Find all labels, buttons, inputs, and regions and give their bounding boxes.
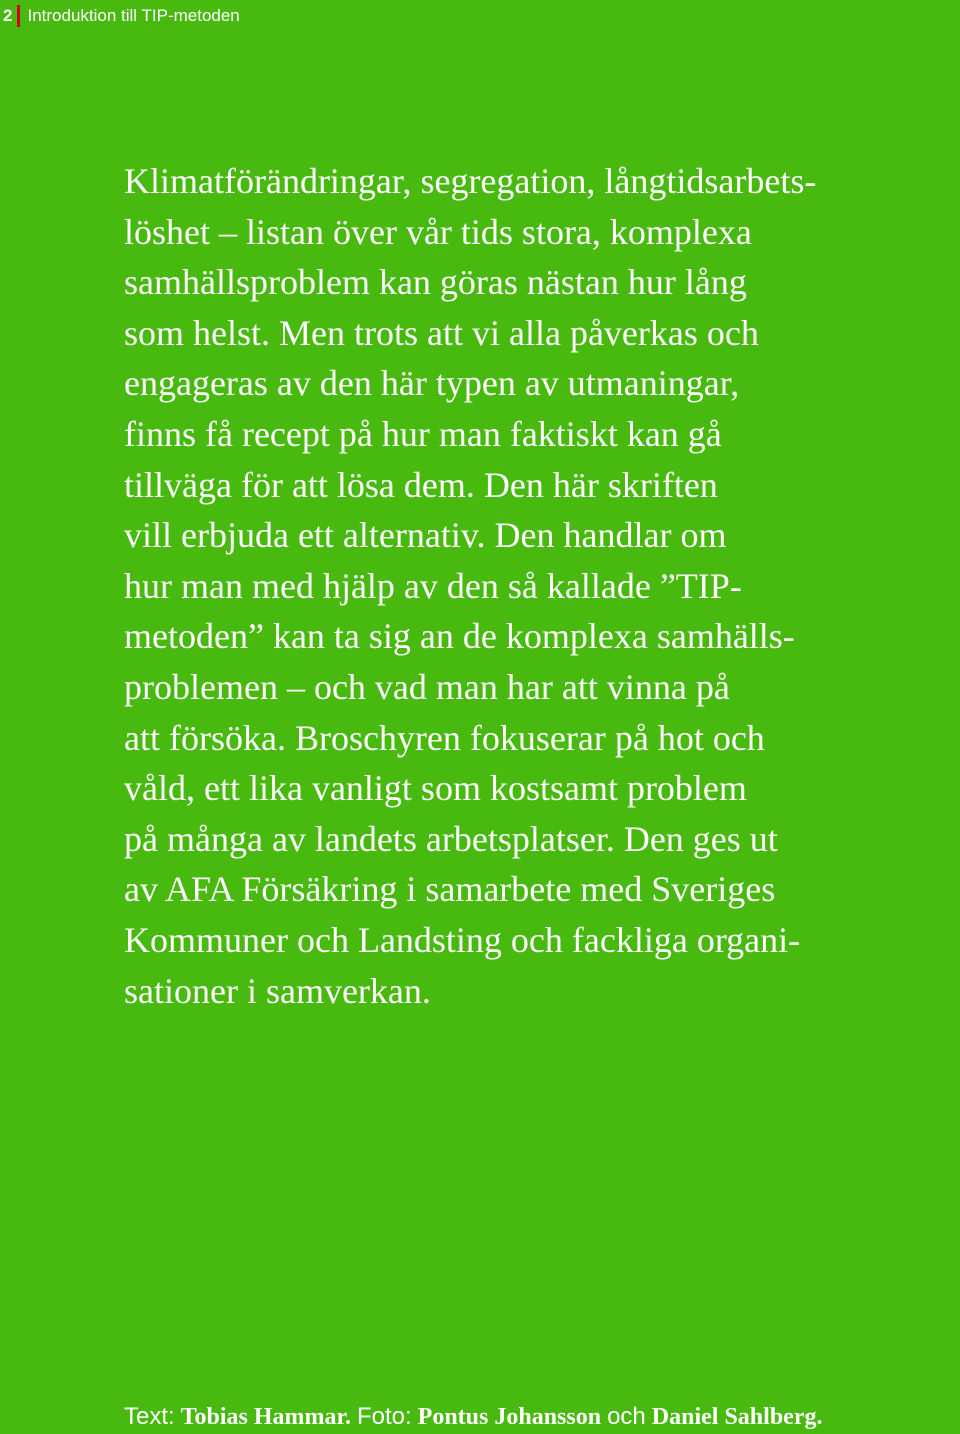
photo-label: Foto: bbox=[356, 1403, 412, 1430]
page-header bbox=[3, 4, 240, 28]
intro-line: Klimatförändringar, segregation, långtidsarbets- bbox=[124, 161, 817, 201]
intro-line: vill erbjuda ett alternativ. Den handlar om bbox=[124, 515, 727, 556]
header-divider bbox=[17, 5, 20, 27]
text-label: Text: bbox=[124, 1403, 175, 1430]
page-number: 2 bbox=[3, 6, 13, 25]
credits-conjunction: och bbox=[607, 1403, 646, 1430]
text-author: Tobias Hammar. bbox=[180, 1404, 351, 1430]
intro-line: finns få recept på hur man faktiskt kan gå bbox=[124, 413, 722, 454]
intro-line: sationer i samverkan. bbox=[124, 970, 431, 1011]
intro-line: tillväga för att lösa dem. Den här skriften bbox=[124, 464, 718, 505]
intro-line: samhällsproblem kan göras nästan hur lång bbox=[124, 262, 747, 303]
intro-line: på många av landets arbetsplatser. Den ges ut bbox=[124, 818, 778, 859]
section-title: Introduktion till TIP-metoden bbox=[27, 6, 240, 25]
photographer-2: Daniel Sahlberg. bbox=[651, 1404, 823, 1430]
intro-line: att försöka. Broschyren fokuserar på hot och bbox=[124, 717, 765, 758]
intro-line: våld, ett lika vanligt som kostsamt problem bbox=[124, 768, 747, 809]
intro-line: engageras av den här typen av utmaningar, bbox=[124, 363, 740, 404]
intro-line: hur man med hjälp av den så kallade ”TIP- bbox=[124, 565, 742, 606]
intro-line: problemen – och vad man har att vinna på bbox=[124, 666, 730, 707]
intro-paragraph bbox=[124, 156, 816, 1016]
intro-line: Kommuner och Landsting och fackliga organi- bbox=[124, 919, 801, 960]
intro-line: löshet – listan över vår tids stora, komplexa bbox=[124, 211, 752, 252]
intro-line: metoden” kan ta sig an de komplexa samhälls- bbox=[124, 616, 795, 657]
photographer-1: Pontus Johansson bbox=[417, 1404, 602, 1430]
intro-line: av AFA Försäkring i samarbete med Sveriges bbox=[124, 869, 776, 910]
credits-line bbox=[124, 1402, 822, 1432]
intro-line: som helst. Men trots att vi alla påverkas och bbox=[124, 312, 759, 353]
